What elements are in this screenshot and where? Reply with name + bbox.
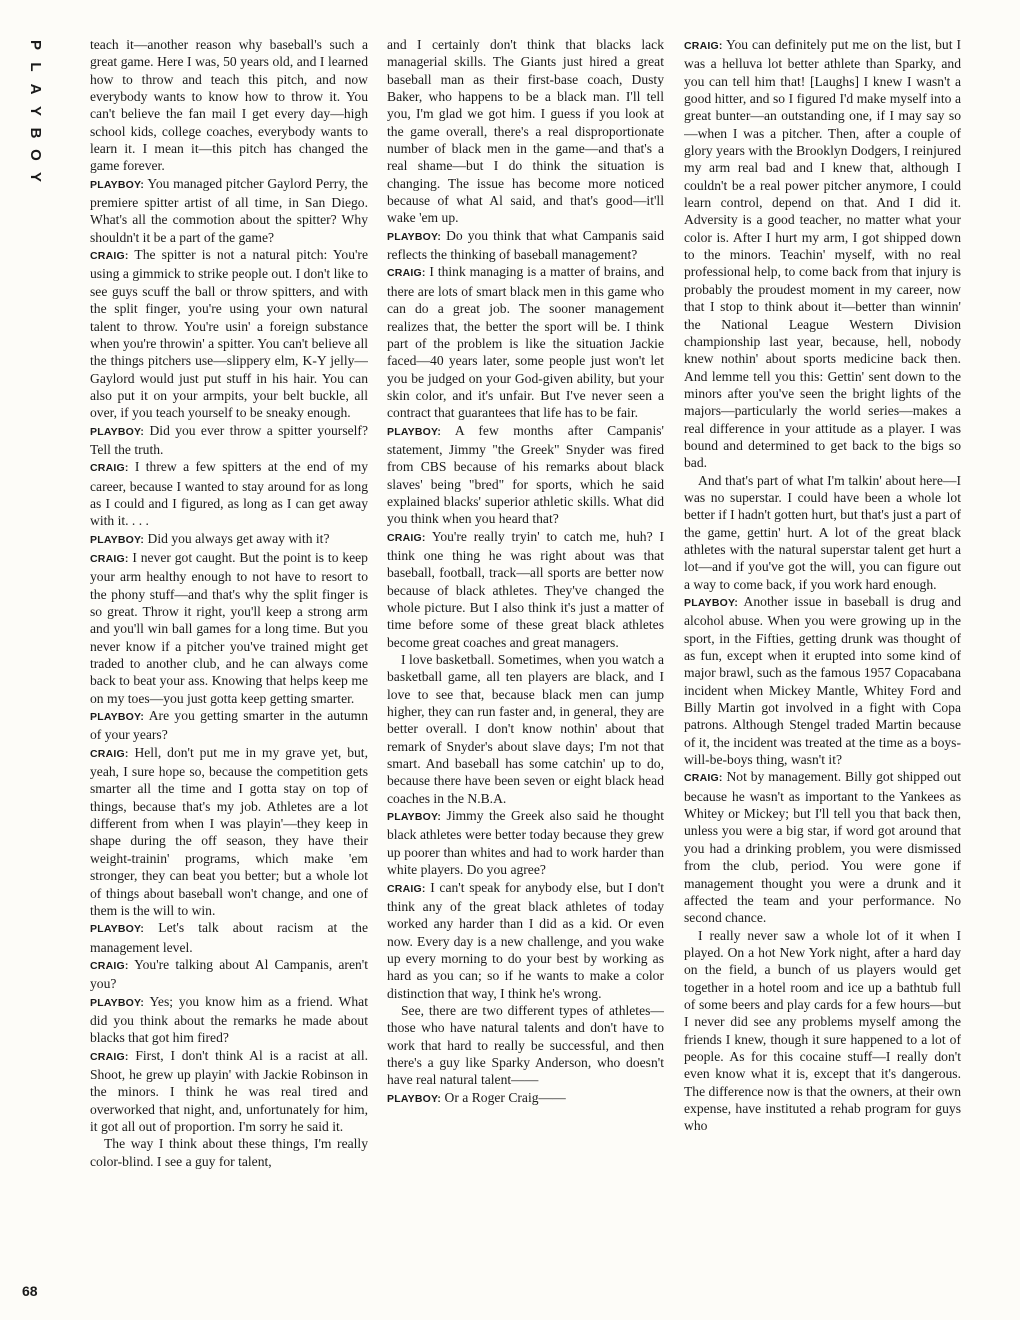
speaker-label: PLAYBOY: [684, 597, 739, 609]
speaker-label: CRAIG: [684, 40, 723, 52]
speaker-label: PLAYBOY: [90, 923, 145, 936]
speaker-label: CRAIG: [90, 250, 129, 263]
paragraph-text: I really never saw a whole lot of it when I played. On a hot New York night, after a hard day on the field, a bunch of us players would get together in a hotel room and ice up a bathtub full of some beers and play cards for a few hours—but I never did see any problems myself among the friends I knew, though it sure happened to a lot of people. As for this cocaine stuff—I really don't even know what it is, except that it's dangerous. The difference now is that the owners, at their own expense, have instituted a rehab program for guys who [684, 927, 961, 1134]
article-paragraph [684, 36, 961, 472]
paragraph-text: See, there are two different types of athletes—those who have natural talents and don't have to work that hard to really be successful, and then there's a guy like Sparky Anderson, who doesn't have real natural talent—— [387, 1002, 664, 1088]
article-paragraph [90, 1047, 368, 1136]
speaker-label: CRAIG: [387, 882, 426, 895]
article-paragraph [90, 1135, 368, 1170]
speaker-label: CRAIG: [684, 772, 723, 785]
article-paragraph [90, 458, 368, 529]
article-paragraph [90, 993, 368, 1047]
article-paragraph [387, 1002, 664, 1089]
paragraph-text: You're talking about Al Campanis, aren't you? [90, 956, 368, 992]
speaker-label: CRAIG: [387, 267, 426, 280]
speaker-label: CRAIG: [387, 531, 426, 544]
speaker-label: CRAIG: [90, 462, 129, 475]
article-paragraph [387, 36, 664, 227]
paragraph-text: Are you getting smarter in the autumn of your years? [90, 708, 368, 743]
paragraph-text: Hell, don't put me in my grave yet, but, yeah, I sure hope so, because the competition gets smarter all the time and I gotta stay on top of things, because that's my job. Athletes are a lot different from when I was playin'—they keep in shape during the off season, they have their weight-trainin' programs, which make 'em stronger, they can beat you better; but a whole lot of things about baseball won't change, and one of them is the will to win. [90, 744, 368, 918]
paragraph-text: and I certainly don't think that blacks lack managerial skills. The Giants just hired a great baseball man as their first-base coach, Dusty Baker, who happens to be a black man. I'll tell you, I'm glad we got him. I guess if you look at the game overall, there's a real disproportionate number of black men in the game—and that's a real shame—but I do think the situation is changing. The issue has become more noticed because of what Al said, and that's good—it'll wake 'em up. [387, 37, 664, 226]
logo-letter: Y [27, 171, 44, 182]
article-paragraph [684, 593, 961, 768]
article-column-1 [90, 36, 368, 1306]
paragraph-text: Jimmy the Greek also said he thought black athletes were better today because they grew up poorer than whites and had to work harder than white players. Do you agree? [387, 808, 664, 878]
magazine-logo-vertical [22, 34, 48, 188]
paragraph-text: Yes; you know him as a friend. What did you think about the remarks he made about blacks that got him fired? [90, 993, 368, 1046]
article-paragraph [684, 472, 961, 593]
article-paragraph [90, 422, 368, 459]
logo-letter: Y [27, 105, 44, 116]
paragraph-text: You managed pitcher Gaylord Perry, the premiere spitter artist of all time, in San Diego. What's all the commotion about the spitter? Why shouldn't it be a part of the game? [90, 175, 368, 245]
paragraph-text: Or a Roger Craig—— [444, 1089, 566, 1105]
logo-letter: B [27, 127, 44, 139]
paragraph-text: I threw a few spitters at the end of my career, because I wanted to stay around for as long as I could and I figured, as long as I can get away with it. . . . [90, 459, 368, 529]
paragraph-text: The spitter is not a natural pitch: You're using a gimmick to strike people out. I don't like to see guys scuff the ball or throw spitters, and with the split finger, you're using your own natural talent to throw. You're usin' a foreign substance when you're throwin' a spitter. You can't believe all the things pitchers use—slippery elm, K-Y jelly—Gaylord would just put stuff in his hair. You can also put it on your armpits, your belt buckle, all over, if you teach yourself to be sneaky enough. [90, 247, 368, 421]
paragraph-text: Another issue in baseball is drug and alcohol abuse. When you were growing up in the sport, in the Fifties, getting drunk was thought of as fun, except when it erupted into some kind of major brawl, such as the famous 1957 Copacabana incident when Mickey Mantle, Whitey Ford and Billy Martin got involved in a fight with Copa patrons. Although Stengel traded Martin because of it, the incident was treated at the time as a boys-will-be-boys thing, wasn't it? [684, 594, 961, 768]
article-paragraph [90, 919, 368, 956]
article-paragraph [90, 530, 368, 549]
speaker-label: PLAYBOY: [90, 533, 145, 546]
speaker-label: PLAYBOY: [387, 1092, 442, 1105]
speaker-label: PLAYBOY: [90, 178, 145, 191]
article-paragraph [90, 707, 368, 744]
logo-letter: A [27, 83, 44, 95]
paragraph-text: First, I don't think Al is a racist at all. Shoot, he grew up playin' with Jackie Robinson in the minors. I think he was real tired and overworked that night, and, unfortunately for him, it got all out of proportion. I'm sorry he said it. [90, 1047, 368, 1134]
paragraph-text: I can't speak for anybody else, but I don't think any of the great black athletes of today worked any harder than I did as a kid. Or even now. Every day is a new challenge, and you wake up every morning to do your best by working as hard as you can; so if he wants to make a color distinction that way, I think he's wrong. [387, 879, 664, 1001]
article-paragraph [387, 528, 664, 651]
paragraph-text: And that's part of what I'm talkin' about here—I was no superstar. I could have been a whole lot better if I hadn't gotten hurt, but that's just a part of the game, gettin' hurt. A lot of the great black athletes with the natural superstar talent get hurt a lot—and if you've got the will, you can figure out a way to come back, if you work hard enough. [684, 472, 961, 592]
speaker-label: CRAIG: [90, 1050, 129, 1063]
speaker-label: PLAYBOY: [90, 711, 145, 724]
article-paragraph [387, 879, 664, 1002]
speaker-label: PLAYBOY: [90, 425, 145, 438]
speaker-label: CRAIG: [90, 959, 129, 972]
logo-letter: L [27, 62, 44, 72]
article-column-3 [684, 36, 961, 1306]
article-paragraph [90, 956, 368, 993]
speaker-label: CRAIG: [90, 747, 129, 760]
paragraph-text: I think managing is a matter of brains, and there are lots of smart black men in this game who can do a great job. The sooner management realizes that, the better the sport will be. I think part of the problem is like the situation Jackie faced—40 years later, some people just won't let you be judged on your God-given ability, but your skin color, and it's unfair. But I've never seen a contract that guarantees that life has to be fair. [387, 264, 664, 421]
logo-letter: O [27, 149, 44, 161]
speaker-label: PLAYBOY: [387, 811, 442, 824]
article-paragraph [684, 768, 961, 926]
paragraph-text: Did you ever throw a spitter yourself? Tell the truth. [90, 422, 368, 457]
article-paragraph [387, 263, 664, 421]
paragraph-text: I love basketball. Sometimes, when you watch a basketball game, all ten players are black, and I love to see that, because black men can jump higher, they can run faster and, in general, they are better overall. I don't know nothin' about that remark of Snyder's about slave days; I'm not that smart. And baseball has some catchin' up to do, because there have been seven or eight black head coaches in the N.B.A. [387, 652, 664, 806]
article-column-2 [387, 36, 664, 1306]
paragraph-text: Let's talk about racism at the management level. [90, 920, 368, 955]
paragraph-text: The way I think about these things, I'm really color-blind. I see a guy for talent, [90, 1136, 368, 1169]
article-paragraph [684, 927, 961, 1135]
paragraph-text: You're really tryin' to catch me, huh? I think one thing he was right about was that baseball, football, track—all sports are better now because of black athletes. They've changed the whole picture. But I also think it's just a matter of time before some of these great black athletes become great coaches and great managers. [387, 528, 664, 650]
paragraph-text: A few months after Campanis' statement, Jimmy "the Greek" Snyder was fired from CBS because of his remarks about black slaves' being "bred" for sports, which he said explained blacks' superior athletic skills. What did you think when you heard that? [387, 422, 664, 527]
article-paragraph [387, 422, 664, 528]
paragraph-text: Do you think that what Campanis said reflects the thinking of baseball management? [387, 227, 664, 263]
article-paragraph [387, 807, 664, 878]
page-number: 68 [22, 1283, 38, 1299]
speaker-label: PLAYBOY: [387, 230, 442, 243]
article-paragraph [387, 227, 664, 264]
speaker-label: CRAIG: [90, 552, 129, 565]
article-paragraph [90, 549, 368, 707]
article-paragraph [387, 1089, 664, 1108]
speaker-label: PLAYBOY: [387, 425, 442, 438]
article-paragraph [90, 744, 368, 919]
paragraph-text: I never got caught. But the point is to keep your arm healthy enough to not have to resort to the phony stuff—and that's why the split finger is so great. Throw it right, you'll keep a strong arm and you'll win ball games for a long time. But you never know if a pitcher you've trained might get traded to another club, and he can always come back to beat your ass. Knowing that helps keep me on my toes—you just gotta keep getting smarter. [90, 549, 368, 706]
article-paragraph [90, 36, 368, 175]
speaker-label: PLAYBOY: [90, 996, 145, 1009]
article-paragraph [387, 651, 664, 807]
paragraph-text: You can definitely put me on the list, but I was a helluva lot better athlete than Sparky, and you can tell him that! [Laughs] I knew I wasn't a good hitter, and so I figured I'd make myself into a great bunter—an outstanding one, if I may say so—when I was a pitcher. Then, after a couple of glory years with the Brooklyn Dodgers, I reinjured my arm real bad and I knew that, although I couldn't be a real power pitcher anymore, I could learn control, depend on that. And I did it. Adversity is a good teacher, no matter what your color is. After I hurt my arm, I got shipped down to the minors. Teachin' myself, with no real professional help, to come back from that injury is probably the proudest moment in my career, now that I stop to think about it—better than winnin' the National League Western Division championship last year, because, hell, nobody knew nothin' about sports medicine back then. And lemme tell you this: Gettin' sent down to the minors after you've seen the bright lights of the majors—particularly the world series—makes a real difference in your attitude as a player. I was bound and determined to get back to the bigs so bad. [684, 37, 961, 471]
logo-letter: P [27, 39, 44, 50]
article-paragraph [90, 175, 368, 246]
article-paragraph [90, 246, 368, 421]
paragraph-text: teach it—another reason why baseball's such a great game. Here I was, 50 years old, and I learned how to throw and teach this pitch, and now everybody wants to know how to throw it. You can't believe the fan mail I get every day—high school kids, college coaches, everybody wants to learn it. I mean it—this pitch has changed the game forever. [90, 37, 368, 174]
paragraph-text: Did you always get away with it? [147, 530, 330, 546]
paragraph-text: Not by management. Billy got shipped out because he wasn't as important to the Yankees as Whitey or Mickey; but I'll tell you that back then, unless you were a big star, if word got around that you had a drinking problem, you were dismissed from the club, period. You were gone if management thought you were a drunk and it affected the team and your performance. No second chance. [684, 769, 961, 926]
